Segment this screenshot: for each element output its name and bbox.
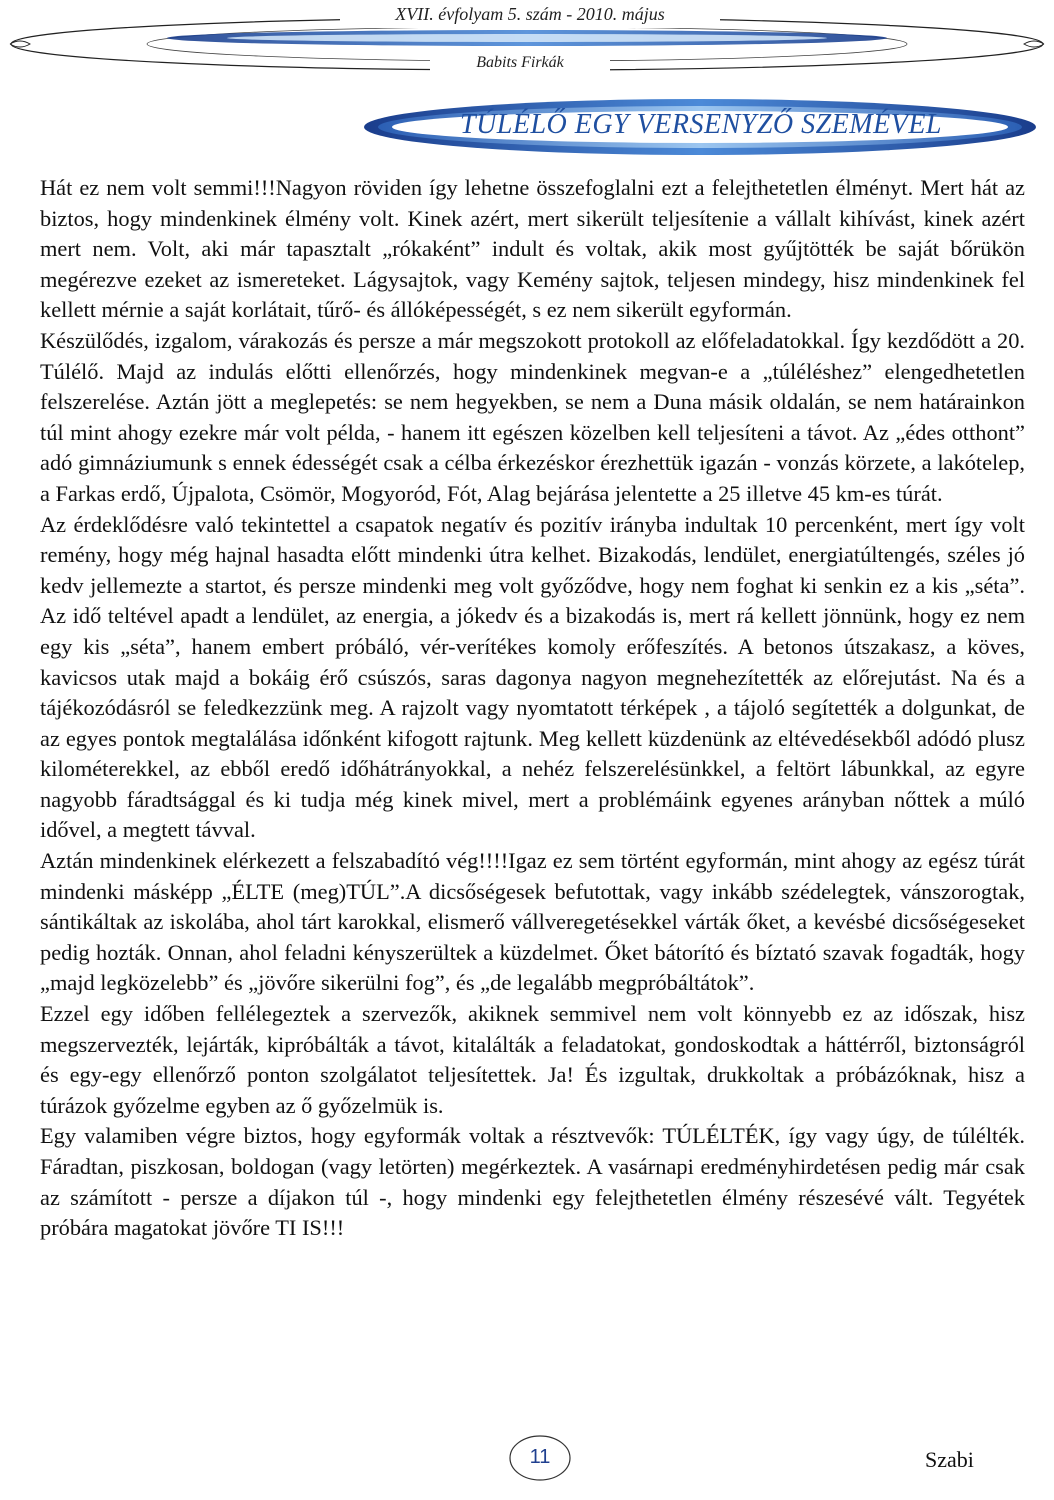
article-title: TÚLÉLŐ EGY VERSENYZŐ SZEMÉVEL <box>460 109 942 140</box>
paragraph: Egy valamiben végre biztos, hogy egyformák voltak a résztvevők: TÚLÉLTÉK, így vagy úgy, de túlélték. Fáradtan, piszkosan, boldogan (vagy letörten) megérkeztek. A vasárnapi eredményhirdetésen pedig már csak az számított - persze a díjakon túl -, hogy mindenki egy felejthetetlen élmény részesévé vált. Tegyétek próbára magatokat jövőre TI IS!!! <box>40 1123 1025 1241</box>
author-signature: Szabi <box>925 1447 974 1472</box>
paragraph: Az érdeklődésre való tekintettel a csapatok negatív és pozitív irányba indultak 10 percenként, mert így volt remény, hogy még hajnal hasadta előtt mindenki útra kelhet. Bizakodás, lendület, energiatúltengés, széles jó kedv jellemezte a startot, és persze mindenki meg volt győződve, hogy nem foghat ki senkin ez a kis „séta”. Az idő teltével apadt a lendület, az energia, a jókedv és a bizakodás is, mert rá kellett jönnünk, hogy ez nem egy kis „séta”, hanem embert próbáló, vér-verítékes komoly erőfeszítés. A betonos útszakasz, a köves, kavicsos utak majd a bokáig érő csúszós, saras dagonya nagyon megnehezítették az előrejutást. Na és a tájékozódásról se feledkezzünk meg. A rajzolt vagy nyomtatott térképek , a tájoló segítették a dolgunkat, de az egyes pontok megtalálása időnként kifogott rajtunk. Meg kellett küzdenünk az eltévedésekből adódó plusz kilométerekkel, az ebből eredő időhátrányokkal, a nehéz felszerelésünkkel, a feltört lábunkkal, az egyre nagyobb fáradtsággal és ki tudja még kinek mivel, mert a problémáink egyenes arányban nőttek a múló idővel, a megtett távval. <box>40 511 1025 843</box>
paragraph: Hát ez nem volt semmi!!!Nagyon röviden így lehetne összefoglalni ezt a felejthetetlen élményt. Mert hát az biztos, hogy mindenkinek élmény volt. Kinek azért, mert sikerült teljesítenie a vállalt kihívást, kinek azért mert nem. Volt, aki már tapasztalt „rókaként” indult és voltak, akik most gyűjtötték be saját bőrükön megérezve ezeket az ismereteket. Lágysajtok, vagy Kemény sajtok, teljesen mindegy, hisz mindenkinek fel kellett mérnie a saját korlátait, tűrő- és állóképességét, s ez nem sikerült egyformán. <box>40 175 1025 323</box>
issue-line: XVII. évfolyam 5. szám - 2010. május <box>395 4 665 24</box>
page-number: 11 <box>529 1446 551 1468</box>
article-body <box>40 173 1025 1244</box>
paragraph: Aztán mindenkinek elérkezett a felszabadító vég!!!!Igaz ez sem történt egyformán, mint ahogy az egész túrát mindenki másképp „ÉLTE (meg)TÚL”.A dicsőségesek befutottak, vagy inkább szédelegtek, vánszorogtak, sántikáltak az iskolába, ahol tárt karokkal, elismerő vállveregetésekkel várták őket, a kevésbé dicsőségeseket pedig hozták. Onnan, ahol feladni kényszerültek a küzdelmet. Őket bátorító és bíztató szavak fogadták, hogy „majd legközelebb” és „jövőre sikerülni fog”, és „de legalább megpróbáltátok”. <box>40 848 1025 996</box>
paragraph: Készülődés, izgalom, várakozás és persze a már megszokott protokoll az előfeladatokkal. Így kezdődött a 20. Túlélő. Majd az indulás előtti ellenőrzés, hogy mindenkinek megvan-e a „túléléshez” elengedhetetlen felszerelése. Aztán jött a meglepetés: se nem hegyekben, se nem a Duna másik oldalán, se nem határainkon túl mint ahogy ezekre már volt példa, - hanem itt egészen közelben kell teljesíteni a távot. Az „édes otthont” adó gimnáziumunk s ennek édességét csak a célba érkezéskor érezhettük igazán - vonzás körzete, a lakótelep, a Farkas erdő, Újpalota, Csömör, Mogyoród, Fót, Alag bejárása jelentette a 25 illetve 45 km-es túrát. <box>40 327 1025 506</box>
blue-ribbon <box>167 30 887 46</box>
paragraph: Ezzel egy időben fellélegeztek a szervezők, akiknek semmivel nem volt könnyebb ez az időszak, hisz megszervezték, lejárták, kipróbálták a távot, kitalálták a feladatokat, gondoskodtak a háttérről, biztonságról és egy-egy ellenőrző ponton szolgálatot teljesítettek. Ja! És izgultak, drukkoltak a próbázóknak, hisz a túrázok győzelme egyben az ő győzelmük is. <box>40 1001 1025 1118</box>
publication-name: Babits Firkák <box>476 54 564 71</box>
